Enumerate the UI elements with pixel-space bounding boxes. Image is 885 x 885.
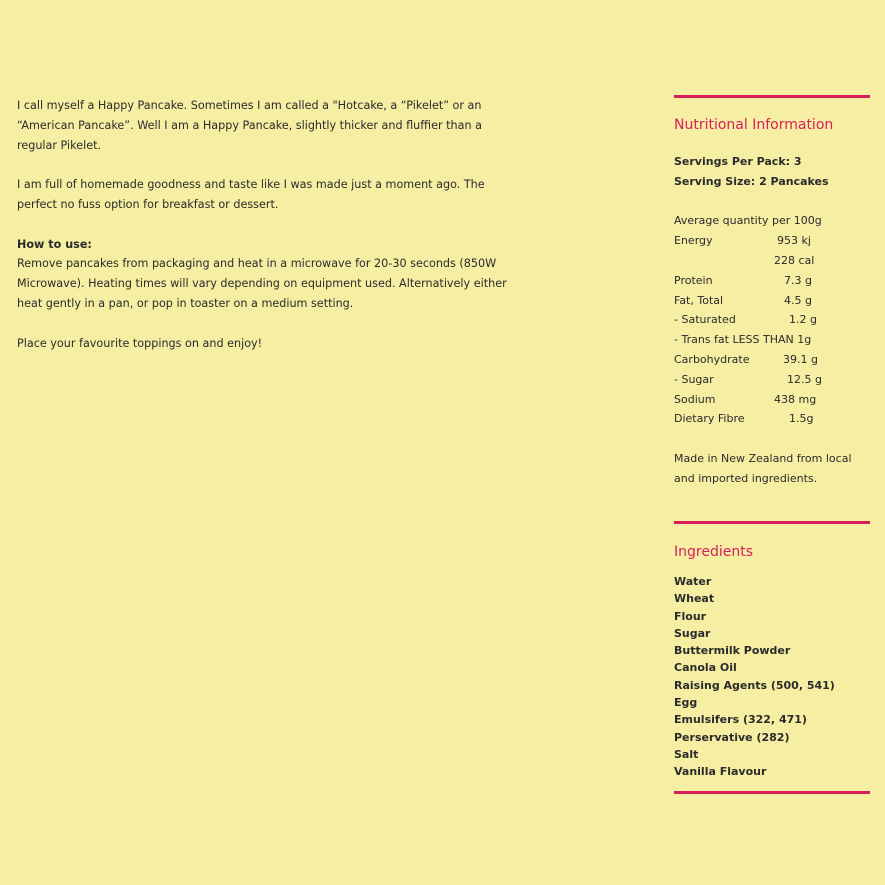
nutrient-name: Fat, Total [674, 293, 724, 307]
nutrient-value: 12.5 g [787, 372, 822, 386]
bottom-divider [674, 791, 870, 794]
nutrition-row [674, 251, 870, 271]
how-to-use-title: How to use: [17, 237, 92, 251]
serving-size: Serving Size: 2 Pancakes [674, 174, 829, 188]
ingredient-item: Wheat [674, 592, 715, 606]
nutrition-row [674, 231, 870, 251]
nutrient-value: 39.1 g [783, 352, 818, 366]
origin-statement: Made in New Zealand from local and imported ingredients. [674, 451, 852, 485]
nutrition-table [674, 231, 870, 429]
nutrition-row [674, 390, 870, 410]
ingredients-top-divider [674, 521, 870, 524]
nutrition-row [674, 370, 870, 390]
ingredients-heading: Ingredients [674, 544, 753, 560]
description-intro: I call myself a Happy Pancake. Sometimes I am called a "Hotcake, a “Pikelet” or an “American Pancake”. Well I am a Happy Pancake, slightly thicker and fluffier than a regular Pikelet. [17, 99, 482, 152]
nutrient-value: 953 kj [777, 234, 811, 248]
nutrition-row [674, 271, 870, 291]
nutrient-value: 228 cal [774, 253, 815, 267]
nutrient-value [774, 330, 870, 350]
ingredients-list [674, 573, 870, 781]
nutrient-name: Energy [674, 234, 713, 248]
top-divider [674, 95, 870, 98]
nutrition-row [674, 350, 870, 370]
how-to-use-section [17, 235, 522, 314]
nutrient-name: - Sugar [674, 372, 714, 386]
nutritional-information-panel [674, 95, 870, 489]
nutrient-value: 4.5 g [784, 293, 812, 307]
ingredient-item: Emulsifers (322, 471) [674, 713, 807, 727]
nutrient-name: Dietary Fibre [674, 412, 745, 426]
nutrient-value: 1.2 g [789, 313, 817, 327]
ingredient-item: Water [674, 575, 712, 588]
ingredient-item: Sugar [674, 626, 711, 640]
description-toppings: Place your favourite toppings on and enjoy! [17, 336, 263, 350]
nutrition-row [674, 291, 870, 311]
nutrient-value: 1.5g [789, 412, 814, 426]
nutrient-value: 438 mg [774, 392, 817, 406]
average-quantity-label: Average quantity per 100g [674, 214, 822, 228]
serving-info [674, 152, 870, 192]
nutrient-name: Sodium [674, 392, 716, 406]
description-goodness: I am full of homemade goodness and taste like I was made just a moment ago. The perfect no fuss option for breakfast or dessert. [17, 178, 485, 211]
nutrition-row [674, 330, 870, 350]
ingredient-item: Flour [674, 609, 707, 623]
nutrient-name [674, 251, 774, 271]
ingredient-item: Salt [674, 747, 699, 761]
nutrition-row [674, 409, 870, 429]
nutrition-heading: Nutritional Information [674, 117, 834, 133]
nutrient-value: 7.3 g [784, 273, 812, 287]
nutrient-name: Carbohydrate [674, 352, 750, 366]
ingredient-item: Vanilla Flavour [674, 765, 767, 779]
nutrition-row [674, 310, 870, 330]
nutrient-name: Protein [674, 273, 713, 287]
how-to-use-text: Remove pancakes from packaging and heat in a microwave for 20-30 seconds (850W Microwave). Heating times will vary depending on equipment used. Alternatively either heat gently in a pan, or pop in toaster on a medium setting. [17, 257, 507, 310]
servings-per-pack: Servings Per Pack: 3 [674, 155, 802, 168]
ingredient-item: Canola Oil [674, 661, 737, 675]
ingredient-item: Perservative (282) [674, 730, 790, 744]
ingredient-item: Raising Agents (500, 541) [674, 678, 835, 692]
ingredient-item: Buttermilk Powder [674, 644, 791, 658]
nutrient-name: - Saturated [674, 313, 736, 327]
ingredient-item: Egg [674, 696, 698, 710]
nutrient-name: - Trans fat LESS THAN 1g [674, 333, 812, 347]
product-description [17, 96, 522, 373]
ingredients-panel [674, 521, 870, 794]
